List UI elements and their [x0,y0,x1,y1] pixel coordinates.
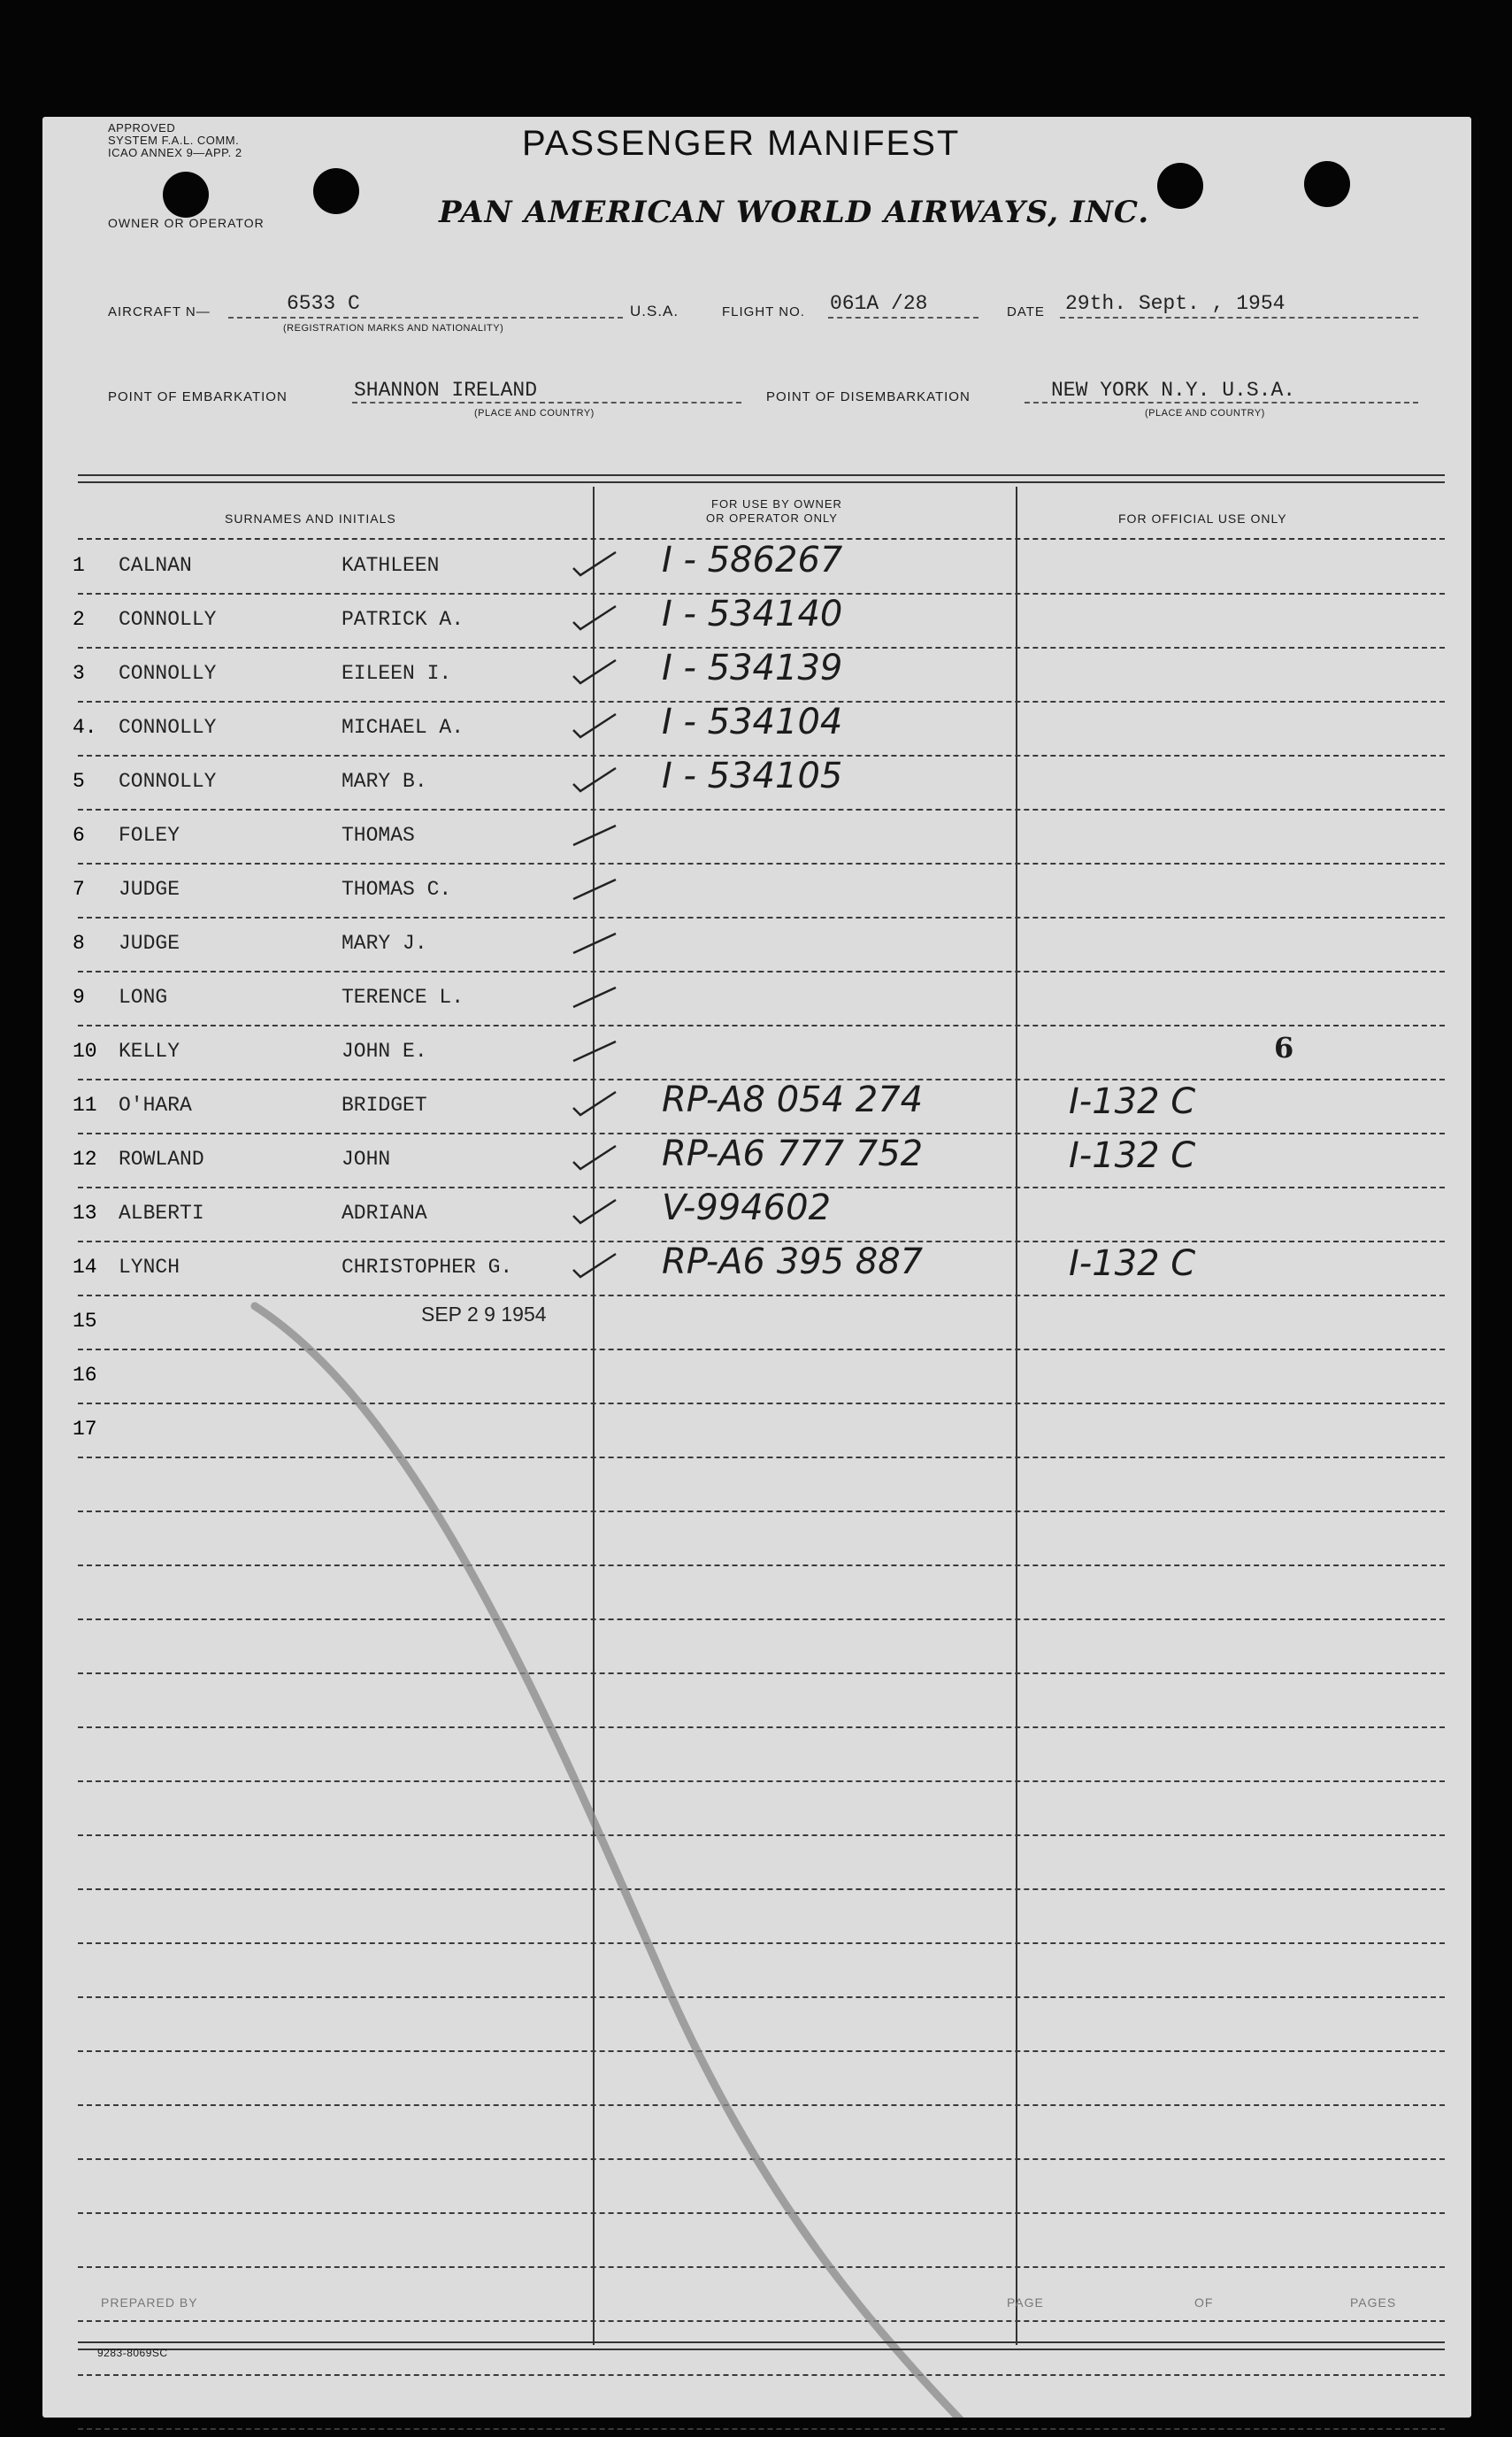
passenger-surname: KELLY [119,1040,180,1063]
row-number: 8 [73,932,85,955]
owner-notation: RP-A6 395 887 [662,1242,924,1282]
passenger-surname: FOLEY [119,824,180,847]
passenger-given-names: PATRICK A. [342,608,464,631]
check-mark-icon [572,928,618,955]
row-number: 16 [73,1364,97,1387]
check-mark-icon [572,604,618,631]
row-number: 2 [73,608,85,631]
punch-hole [1157,163,1203,209]
passenger-given-names: KATHLEEN [342,554,440,577]
row-line [78,809,1445,811]
owner-notation: RP-A8 054 274 [662,1080,924,1120]
row-number: 4. [73,716,97,739]
check-mark-icon [572,1198,618,1225]
row-line [78,2050,1445,2052]
check-mark-icon [572,1252,618,1279]
row-line [78,1672,1445,1674]
flight-value: 061A /28 [830,292,928,315]
check-mark-icon [572,550,618,577]
page-label: PAGE [1007,2295,1044,2310]
official-notation: I-132 C [1069,1243,1196,1284]
passenger-given-names: THOMAS C. [342,878,452,901]
row-line [78,2320,1445,2322]
passenger-surname: CONNOLLY [119,716,217,739]
passenger-given-names: BRIDGET [342,1094,427,1117]
row-number: 17 [73,1418,97,1441]
date-stamp: SEP 2 9 1954 [421,1303,547,1326]
owner-notation: I - 534105 [662,756,843,796]
approval-line: APPROVED [108,121,176,135]
row-number: 6 [73,824,85,847]
row-number: 9 [73,986,85,1009]
passenger-given-names: ADRIANA [342,1202,427,1225]
column-divider [1016,487,1017,2345]
aircraft-line [228,317,623,319]
row-number: 15 [73,1310,97,1333]
form-number: 9283-8069SC [97,2347,168,2359]
row-number: 10 [73,1040,97,1063]
embark-label: POINT OF EMBARKATION [108,389,288,404]
row-line [78,971,1445,972]
row-line [78,2212,1445,2214]
row-line [78,1564,1445,1566]
approval-line: SYSTEM F.A.L. COMM. [108,134,240,147]
row-line [78,2104,1445,2106]
of-label: OF [1194,2295,1214,2310]
passenger-given-names: EILEEN I. [342,662,452,685]
official-notation: I-132 C [1069,1135,1196,1176]
date-line [1060,317,1418,319]
passenger-surname: LYNCH [119,1256,180,1279]
row-number: 3 [73,662,85,685]
row-line [78,1349,1445,1350]
check-mark-icon [572,1036,618,1063]
passenger-given-names: JOHN [342,1148,391,1171]
passenger-surname: LONG [119,986,168,1009]
disembark-line [1025,402,1418,404]
date-label: DATE [1007,304,1045,319]
owner-notation: RP-A6 777 752 [662,1134,924,1174]
row-number: 13 [73,1202,97,1225]
row-line [78,1942,1445,1944]
owner-notation: V-994602 [662,1188,832,1228]
aircraft-note: (REGISTRATION MARKS AND NATIONALITY) [283,323,504,334]
date-value: 29th. Sept. , 1954 [1065,292,1286,315]
table-top-rule [78,474,1445,476]
table-top-rule [78,481,1445,483]
row-number: 12 [73,1148,97,1171]
punch-hole [163,172,209,218]
passenger-given-names: MARY J. [342,932,427,955]
official-notation: I-132 C [1069,1081,1196,1122]
check-mark-icon [572,874,618,901]
row-number: 7 [73,878,85,901]
passenger-surname: CALNAN [119,554,192,577]
row-number: 5 [73,770,85,793]
pages-label: PAGES [1350,2295,1397,2310]
passenger-given-names: THOMAS [342,824,415,847]
flight-line [828,317,979,319]
check-mark-icon [572,766,618,793]
passenger-surname: ROWLAND [119,1148,204,1171]
table-bottom-rule [78,2349,1445,2350]
embark-note: (PLACE AND COUNTRY) [474,408,595,419]
prepared-by-label: PREPARED BY [101,2295,198,2310]
passenger-given-names: CHRISTOPHER G. [342,1256,513,1279]
passenger-surname: ALBERTI [119,1202,204,1225]
operator-name: PAN AMERICAN WORLD AIRWAYS, INC. [439,195,1150,230]
passenger-given-names: MARY B. [342,770,427,793]
row-number: 11 [73,1094,97,1117]
page-title: PASSENGER MANIFEST [522,124,961,163]
row-line [78,2158,1445,2160]
disembark-label: POINT OF DISEMBARKATION [766,389,971,404]
row-line [78,1457,1445,1458]
row-line [78,2266,1445,2268]
owner-notation: I - 534140 [662,594,843,634]
owner-label: OWNER OR OPERATOR [108,216,265,230]
check-mark-icon [572,712,618,739]
aircraft-label: AIRCRAFT N— [108,304,211,319]
disembark-value: NEW YORK N.Y. U.S.A. [1051,379,1296,402]
row-line [78,2428,1445,2430]
row-line [78,1295,1445,1296]
owner-notation: I - 586267 [662,540,843,580]
row-line [78,1403,1445,1404]
header-owner-use: FOR USE BY OWNER [711,497,842,511]
row-line [78,863,1445,865]
punch-hole [1304,161,1350,207]
passenger-surname: CONNOLLY [119,770,217,793]
header-official-use: FOR OFFICIAL USE ONLY [1118,511,1287,526]
row-number: 14 [73,1256,97,1279]
embark-value: SHANNON IRELAND [354,379,538,402]
passenger-given-names: JOHN E. [342,1040,427,1063]
check-mark-icon [572,658,618,685]
disembark-note: (PLACE AND COUNTRY) [1145,408,1265,419]
row-line [78,1996,1445,1998]
row-line [78,1025,1445,1026]
row-line [78,1618,1445,1620]
header-names: SURNAMES AND INITIALS [225,511,396,526]
check-mark-icon [572,982,618,1009]
header-owner-use: OR OPERATOR ONLY [706,511,838,525]
row-number: 1 [73,554,85,577]
row-line [78,917,1445,919]
flight-label: FLIGHT NO. [722,304,805,319]
row-line [78,1780,1445,1782]
passenger-surname: O'HARA [119,1094,192,1117]
nationality: U.S.A. [630,303,679,319]
approval-line: ICAO ANNEX 9—APP. 2 [108,146,242,159]
passenger-given-names: TERENCE L. [342,986,464,1009]
row-line [78,1726,1445,1728]
row-line [78,1834,1445,1836]
passenger-surname: CONNOLLY [119,662,217,685]
table-bottom-rule [78,2341,1445,2343]
manifest-sheet [42,117,1471,2418]
column-divider [593,487,595,2345]
passenger-given-names: MICHAEL A. [342,716,464,739]
passenger-surname: JUDGE [119,878,180,901]
check-mark-icon [572,820,618,847]
check-mark-icon [572,1144,618,1171]
passenger-surname: CONNOLLY [119,608,217,631]
row-line [78,2374,1445,2376]
official-notation: 6 [1274,1031,1294,1065]
owner-notation: I - 534139 [662,648,843,688]
check-mark-icon [572,1090,618,1117]
punch-hole [313,168,359,214]
embark-line [352,402,741,404]
aircraft-value: 6533 C [287,292,360,315]
owner-notation: I - 534104 [662,702,843,742]
row-line [78,1511,1445,1512]
passenger-surname: JUDGE [119,932,180,955]
row-line [78,1888,1445,1890]
